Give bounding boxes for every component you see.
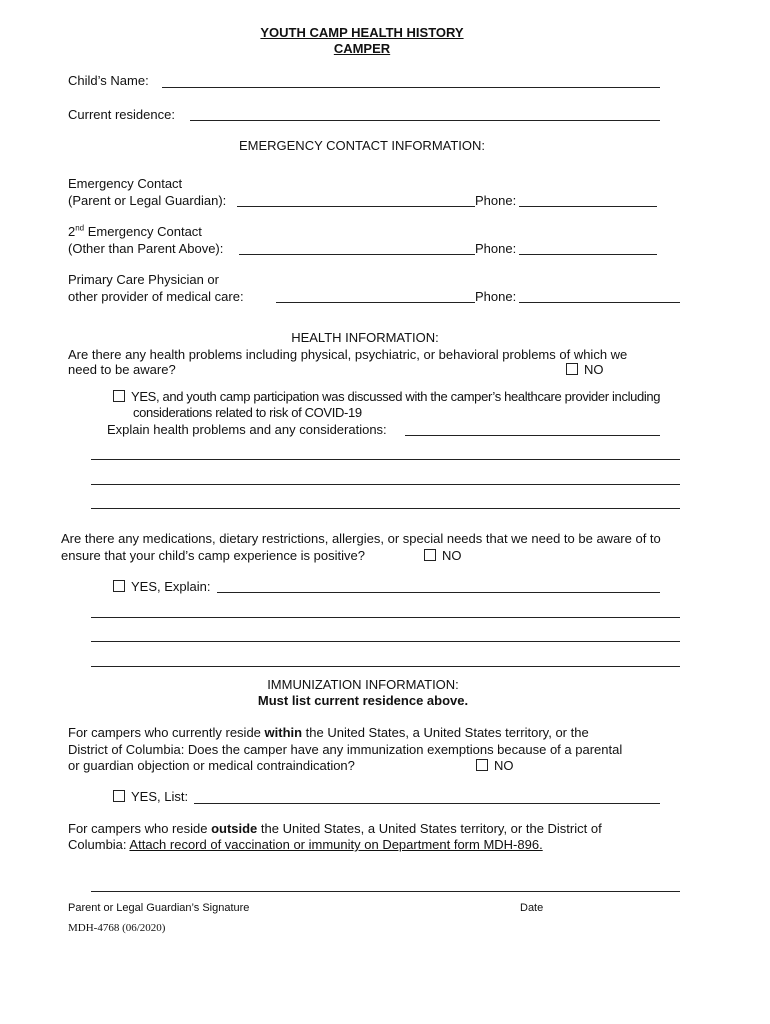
immunization-no-label: NO xyxy=(494,758,514,773)
emergency-phone-label: Phone: xyxy=(475,193,517,208)
physician-label-1: Primary Care Physician or xyxy=(68,272,219,287)
immunization-yes-label: YES, List: xyxy=(131,789,189,804)
second-phone-field[interactable] xyxy=(519,254,657,255)
within-text-line3: or guardian objection or medical contraindication? xyxy=(68,758,355,773)
childs-name-label: Child’s Name: xyxy=(68,73,149,88)
physician-field[interactable] xyxy=(276,302,475,303)
medications-yes-label: YES, Explain: xyxy=(131,579,211,594)
current-residence-field[interactable] xyxy=(190,120,660,121)
outside-text-line2: Columbia: Attach record of vaccination or immunity on Department form MDH-896. xyxy=(68,837,543,852)
health-yes-option[interactable] xyxy=(113,389,660,404)
health-question-line2: need to be aware? xyxy=(68,362,176,377)
second-contact-label-2: (Other than Parent Above): xyxy=(68,241,224,256)
emergency-phone-field[interactable] xyxy=(519,206,657,207)
immunization-list-field[interactable] xyxy=(194,803,660,804)
medications-explain-field[interactable] xyxy=(217,592,660,593)
health-yes-checkbox[interactable] xyxy=(113,390,125,402)
within-text-line1: For campers who currently reside within the United States, a United States territory, or the xyxy=(68,725,589,740)
medications-answer-line-1[interactable] xyxy=(91,617,680,618)
physician-phone-field[interactable] xyxy=(519,302,680,303)
emergency-contact-label-2: (Parent or Legal Guardian): xyxy=(68,193,227,208)
immunization-yes-option[interactable] xyxy=(113,789,188,804)
form-title: YOUTH CAMP HEALTH HISTORY xyxy=(260,25,464,40)
emergency-contact-field[interactable] xyxy=(237,206,475,207)
medications-question-line2: ensure that your child’s camp experience is positive? xyxy=(61,548,365,563)
second-contact-label-1: 2nd Emergency Contact xyxy=(68,223,202,239)
second-phone-label: Phone: xyxy=(475,241,517,256)
immunization-heading: IMMUNIZATION INFORMATION: xyxy=(267,677,459,692)
date-label: Date xyxy=(520,902,544,914)
medications-yes-checkbox[interactable] xyxy=(113,580,125,592)
immunization-subheading: Must list current residence above. xyxy=(257,693,469,708)
emergency-contact-heading: EMERGENCY CONTACT INFORMATION: xyxy=(238,138,486,153)
medications-question-line1: Are there any medications, dietary restrictions, allergies, or special needs that we need to be aware of to xyxy=(61,531,661,546)
health-yes-label-line2: considerations related to risk of COVID-19 xyxy=(133,405,362,420)
medications-yes-option[interactable] xyxy=(113,579,211,594)
health-answer-line-1[interactable] xyxy=(91,459,680,460)
outside-text-line1: For campers who reside outside the United States, a United States territory, or the District of xyxy=(68,821,602,836)
form-id: MDH-4768 (06/2020) xyxy=(68,922,166,934)
explain-health-label: Explain health problems and any considerations: xyxy=(107,422,387,437)
medications-answer-line-3[interactable] xyxy=(91,666,680,667)
immunization-no-checkbox[interactable] xyxy=(476,759,488,771)
medications-no-checkbox[interactable] xyxy=(424,549,436,561)
emergency-contact-label-1: Emergency Contact xyxy=(68,176,183,191)
health-heading: HEALTH INFORMATION: xyxy=(291,330,439,345)
health-yes-label: YES, and youth camp participation was discussed with the camper’s healthcare provider including xyxy=(131,389,661,404)
form-subtitle: CAMPER xyxy=(333,41,391,56)
physician-label-2: other provider of medical care: xyxy=(68,289,244,304)
signature-line[interactable] xyxy=(91,891,680,892)
health-no-checkbox[interactable] xyxy=(566,363,578,375)
health-answer-line-3[interactable] xyxy=(91,508,680,509)
medications-answer-line-2[interactable] xyxy=(91,641,680,642)
current-residence-label: Current residence: xyxy=(68,107,175,122)
mdh-896-instruction: Attach record of vaccination or immunity on Department form MDH-896. xyxy=(129,837,543,852)
childs-name-field[interactable] xyxy=(162,87,660,88)
health-question-line1: Are there any health problems including physical, psychiatric, or behavioral problems of which we xyxy=(68,347,628,362)
medications-no-label: NO xyxy=(442,548,462,563)
medications-no-option[interactable] xyxy=(424,548,462,563)
health-answer-line-2[interactable] xyxy=(91,484,680,485)
signature-label: Parent or Legal Guardian’s Signature xyxy=(68,902,250,914)
second-contact-field[interactable] xyxy=(239,254,475,255)
within-text-line2: District of Columbia: Does the camper have any immunization exemptions because of a parental xyxy=(68,742,623,757)
explain-health-field[interactable] xyxy=(405,435,660,436)
physician-phone-label: Phone: xyxy=(475,289,517,304)
health-no-option[interactable] xyxy=(566,362,604,377)
health-no-label: NO xyxy=(584,362,604,377)
immunization-yes-checkbox[interactable] xyxy=(113,790,125,802)
immunization-no-option[interactable] xyxy=(476,758,514,773)
